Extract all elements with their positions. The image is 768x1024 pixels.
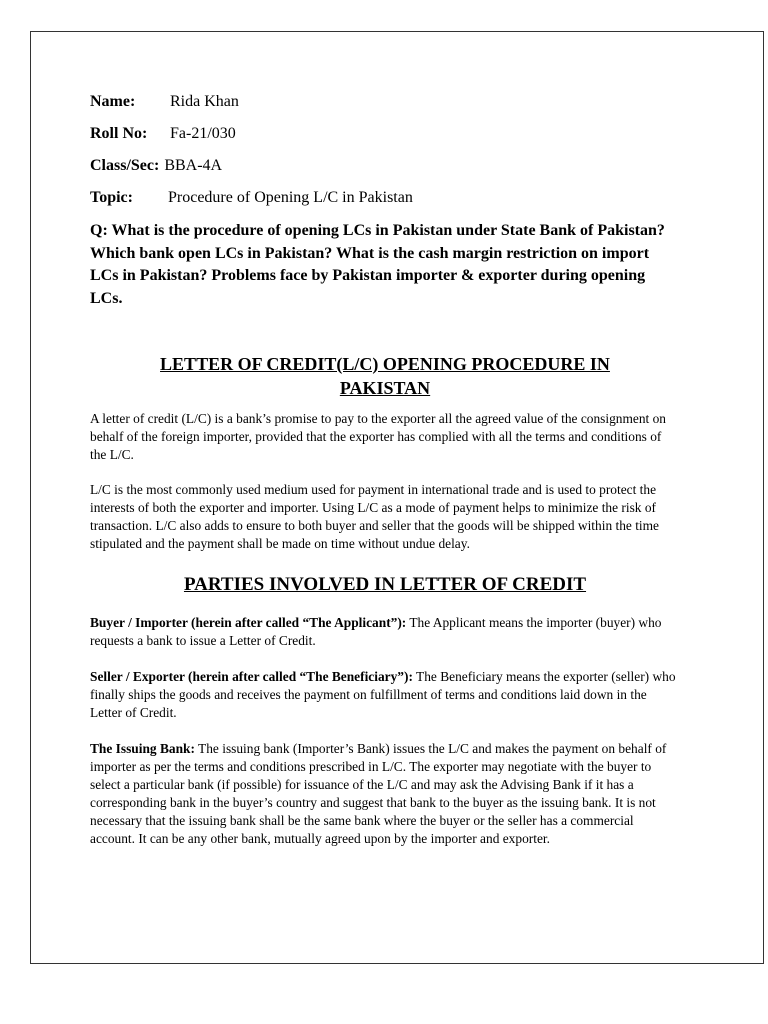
party-applicant-text: The Applicant means the importer (buyer) who requests a bank to issue a Letter of Credit. — [90, 615, 662, 648]
party-issuing-bank — [90, 740, 680, 848]
party-issuing-bank-term: The Issuing Bank: — [90, 741, 195, 756]
party-beneficiary-text: The Beneficiary means the exporter (seller) who finally ships the goods and receives the payment on fulfillment of terms and conditions laid down in the Letter of Credit. — [90, 669, 676, 720]
topic-label: Topic: — [90, 189, 133, 206]
name-row — [90, 92, 680, 112]
party-beneficiary — [90, 668, 680, 722]
topic-row — [90, 188, 680, 208]
document-body — [90, 92, 680, 848]
roll-row — [90, 124, 680, 144]
roll-label: Roll No: — [90, 125, 148, 142]
section-heading-lc-procedure: LETTER OF CREDIT(L/C) OPENING PROCEDURE IN PAKISTAN — [160, 354, 610, 398]
topic-value: Procedure of Opening L/C in Pakistan — [168, 189, 413, 206]
class-row — [90, 156, 680, 176]
class-value: BBA-4A — [164, 157, 223, 174]
class-label: Class/Sec: — [90, 157, 160, 174]
paragraph-lc-definition: A letter of credit (L/C) is a bank’s promise to pay to the exporter all the agreed value of the consignment on behalf of the foreign importer, provided that the exporter has complied with all the terms and conditions of the L/C. — [90, 411, 666, 462]
question-text: Q: What is the procedure of opening LCs in Pakistan under State Bank of Pakistan? Which bank open LCs in Pakistan? What is the cash margin restriction on import LCs in Pakistan? Problems face by Pakistan importer & exporter during opening LCs. — [90, 222, 665, 307]
name-value: Rida Khan — [170, 93, 239, 110]
roll-value: Fa-21/030 — [170, 125, 236, 142]
party-issuing-bank-text: The issuing bank (Importer’s Bank) issues the L/C and makes the payment on behalf of importer as per the terms and conditions prescribed in L/C. The exporter may negotiate with the buyer to select a particular bank (if possible) for issuance of the L/C and may ask the Advising Bank if it has a corresponding bank in the buyer’s country and suggest that bank to the buyer as the issuing bank. It is not necessary that the issuing bank shall be the same bank where the buyer or the seller has a commercial account. It can be any other bank, mutually agreed upon by the importer and exporter. — [90, 741, 667, 846]
section-heading-parties: PARTIES INVOLVED IN LETTER OF CREDIT — [183, 574, 587, 595]
party-applicant — [90, 614, 680, 650]
name-label: Name: — [90, 93, 136, 110]
party-beneficiary-term: Seller / Exporter (herein after called “The Beneficiary”): — [90, 669, 413, 684]
paragraph-lc-usage: L/C is the most commonly used medium used for payment in international trade and is used to protect the interests of both the exporter and importer. Using L/C as a mode of payment helps to minimize the risk of transaction. L/C also adds to ensure to both buyer and seller that the goods will be shipped within the time stipulated and the payment shall be made on time without undue delay. — [90, 482, 659, 551]
party-applicant-term: Buyer / Importer (herein after called “The Applicant”): — [90, 615, 407, 630]
